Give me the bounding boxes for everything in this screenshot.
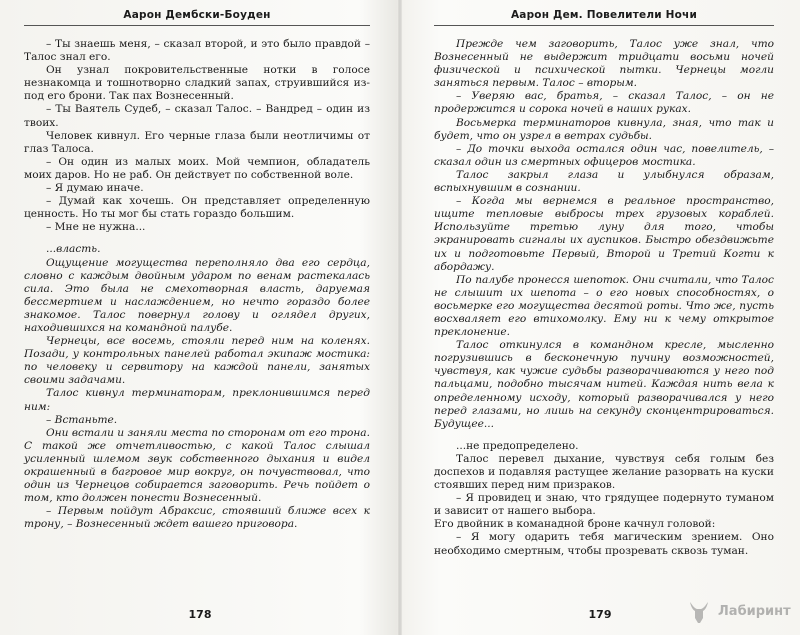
paragraph: Они встали и заняли места по сторонам от его трона. С такой же отчетливостью, с какой Талос слышал усиленный шлемом звук собственного дыхания и видел окрашенный в багровое мир вокруг, он почувствовал, что один из Чернецов собирается заговорить. Речь пойдет о том, кто должен понести Вознесенный. [24, 426, 370, 505]
paragraph: Чернецы, все восемь, стояли перед ним на коленях. Позади, у контрольных панелей работал экипаж мостика: по человеку и сервитору на каждой панели, занятых своими задачами. [24, 335, 370, 387]
paragraph: – Ты Ваятель Судеб, – сказал Талос. – Вандред – один из твоих. [24, 103, 370, 129]
left-page-number: 178 [188, 608, 212, 621]
paragraph: Человек кивнул. Его черные глаза были неотличимы от глаз Талоса. [24, 129, 370, 155]
paragraph: Ощущение могущества переполняло два его сердца, словно с каждым двойным ударом по венам растекалась сила. Это была не смехотворная власть, даруемая бессмертием и наслаждением, но нечто гораздо более знакомое. Талос повернул голову и оглядел других, находившихся на командной палубе. [24, 256, 370, 334]
watermark [684, 591, 794, 631]
paragraph: – Уверяю вас, братья, – сказал Талос, – он не продержится и сорока ночей в наших руках. [434, 90, 774, 116]
paragraph: Талос закрыл глаза и улыбнулся образам, вспыхнувшим в сознании. [434, 168, 774, 195]
paragraph: Прежде чем заговорить, Талос уже знал, что Вознесенный не выдержит тридцати восьми ночей физической и психической пытки. Чернецы могли заняться первым. Талос – вторым. [434, 38, 774, 90]
minotaur-logo-icon [684, 596, 714, 626]
paragraph: ...не предопределено. [456, 439, 579, 452]
paragraph: ...власть. [46, 243, 101, 256]
paragraph: – Мне не нужна... [46, 221, 146, 234]
left-running-head: Аарон Дембски-Боуден [24, 9, 370, 26]
paragraph: – Встаньте. [46, 413, 118, 426]
paragraph: – Ты знаешь меня, – сказал второй, и это было правдой – Талос знал его. [24, 38, 370, 64]
paragraph: – Когда мы вернемся в реальное пространство, ищите тепловые выбросы трех грузовых кораблей. Используйте третью луну для того, чтобы экранировать сигналы их ауспиков. Быстро обездвижьте их и подготовьте Первый, Второй и Третий Когти к абордажу. [434, 195, 774, 273]
left-body-text [24, 38, 370, 531]
right-running-head: Аарон Дем. Повелители Ночи [434, 9, 774, 26]
paragraph: Он узнал покровительственные нотки в голосе незнакомца и тошнотворно сладкий запах, струившийся из-под его брони. Так пах Вознесенный. [24, 64, 370, 103]
right-body-text [434, 38, 774, 558]
paragraph: – Первым пойдут Абраксис, стоявший ближе всех к трону, – Вознесенный ждет вашего приговора. [24, 505, 370, 531]
paragraph: Талос откинулся в командном кресле, мысленно погрузившись в бесконечную пучину возможностей, чувствуя, как чужие судьбы разворачиваются у него под пальцами, подобно тысячам нитей. Каждая нить вела к определенному исходу, который разворачивался у него перед глазами, но лишь на секунду сконцентрироваться. Будущее... [434, 339, 774, 430]
paragraph: Его двойник в команадной броне качнул головой: [434, 518, 716, 531]
right-page [400, 0, 800, 635]
watermark-text: Лабиринт [718, 603, 791, 619]
paragraph: Талос перевел дыхание, чувствуя себя голым без доспехов и подавляя растущее желание разорвать на куски стоявших перед ним призраков. [434, 452, 774, 492]
right-page-number: 179 [588, 608, 612, 621]
paragraph: – Он один из малых моих. Мой чемпион, обладатель моих даров. Но не раб. Он действует по собственной воле. [24, 155, 370, 181]
paragraph: – Я могу одарить тебя магическим зрением. Оно необходимо смертным, чтобы прозревать сквозь туман. [434, 531, 774, 557]
paragraph: – Думай как хочешь. Он представляет определенную ценность. Но ты мог бы стать гораздо большим. [24, 195, 370, 221]
paragraph: По палубе пронесся шепоток. Они считали, что Талос не слышит их шепота – о его новых способностях, о восьмерке его могущества десятой роты. Что же, пусть восхваляет его втихомолку. Ему ни к чему открытое преклонение. [434, 273, 774, 339]
paragraph: – Я думаю иначе. [46, 182, 144, 195]
paragraph: – До точки выхода остался один час, повелитель, – сказал один из смертных офицеров мостика. [434, 142, 774, 168]
paragraph: Талос кивнул терминаторам, преклонившимся перед ним: [24, 387, 370, 413]
paragraph: Восьмерка терминаторов кивнула, зная, что так и будет, что он узрел в ветрах судьбы. [434, 116, 774, 142]
paragraph: – Я провидец и знаю, что грядущее подернуто туманом и зависит от нашего выбора. [434, 492, 774, 518]
